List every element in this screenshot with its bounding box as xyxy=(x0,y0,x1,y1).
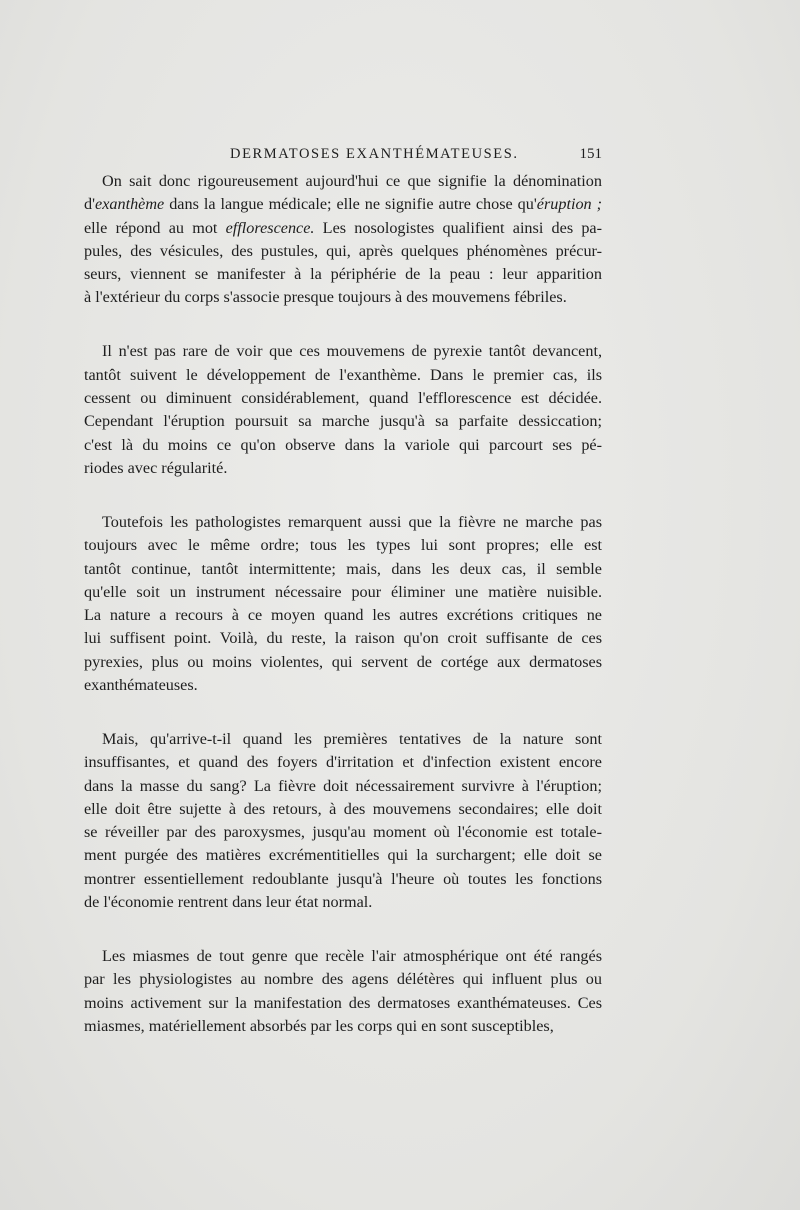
text-run: elle doit être sujette à des retours, à des mouvemens secondaires; elle doit xyxy=(84,799,602,818)
text-line xyxy=(84,511,602,534)
text-run: seurs, viennent se manifester à la périphérie de la peau : leur apparition xyxy=(84,265,602,284)
text-run: Mais, qu'arrive-t-il quand les premières tentatives de la nature sont xyxy=(102,730,602,748)
text-run: moins activement sur la manifestation des dermatoses exanthémateuses. Ces xyxy=(84,993,602,1012)
text-line xyxy=(84,581,602,604)
text-line xyxy=(84,286,602,309)
italic-term: efflorescence. xyxy=(225,218,315,237)
text-line xyxy=(84,968,602,991)
text-run: Toutefois les pathologistes remarquent aussi que la fièvre ne marche pas xyxy=(102,512,602,531)
text-line xyxy=(84,798,602,821)
text-run: La nature a recours à ce moyen quand les autres excrétions critiques ne xyxy=(84,606,602,625)
paragraph xyxy=(84,728,602,914)
paragraph xyxy=(84,340,602,480)
text-run: dans la masse du sang? La fièvre doit nécessairement survivre à l'éruption; xyxy=(84,776,602,795)
italic-term: exanthème xyxy=(95,195,165,214)
paragraph xyxy=(84,511,602,697)
text-run: montrer essentiellement redoublante jusqu'à l'heure où toutes les fonctions xyxy=(84,869,602,888)
paragraph xyxy=(84,945,602,1038)
text-line xyxy=(84,170,602,193)
text-run: pyrexies, plus ou moins violentes, qui servent de cortége aux dermatoses xyxy=(84,652,602,671)
text-line xyxy=(84,728,602,751)
text-run: par les physiologistes au nombre des agens délétères qui influent plus ou xyxy=(84,970,602,989)
page-header xyxy=(230,146,602,166)
text-run: dans la langue médicale; elle ne signifie autre chose qu' xyxy=(164,195,537,214)
text-line xyxy=(84,217,602,240)
text-run: Les miasmes de tout genre que recèle l'air atmosphérique ont été rangés xyxy=(102,947,602,966)
page-number: 151 xyxy=(579,146,602,162)
text-run: qu'elle soit un instrument nécessaire pour éliminer une matière nuisible. xyxy=(84,582,602,601)
text-line xyxy=(84,992,602,1015)
text-line xyxy=(84,410,602,433)
text-line xyxy=(84,340,602,363)
text-line xyxy=(84,627,602,650)
text-run: de l'économie rentrent dans leur état normal. xyxy=(84,893,373,912)
text-run: elle répond au mot xyxy=(84,218,226,237)
text-run: cessent ou diminuent considérablement, quand l'efflorescence est décidée. xyxy=(84,389,602,408)
text-line xyxy=(84,457,602,480)
text-run: lui suffisent point. Voilà, du reste, la raison qu'on croit suffisante de ces xyxy=(84,629,602,648)
paragraph xyxy=(84,170,602,310)
text-run: tantôt continue, tantôt intermittente; mais, dans les deux cas, il semble xyxy=(84,559,602,578)
text-line xyxy=(84,751,602,774)
text-line xyxy=(84,868,602,891)
text-run: c'est là du moins ce qu'on observe dans la variole qui parcourt ses pé- xyxy=(84,435,602,454)
text-line xyxy=(84,193,602,216)
text-line xyxy=(84,775,602,798)
text-run: Il n'est pas rare de voir que ces mouvemens de pyrexie tantôt devancent, xyxy=(102,342,602,361)
text-run: ment purgée des matières excrémentitielles qui la surchargent; elle doit se xyxy=(84,846,602,865)
text-run: tantôt suivent le développement de l'exanthème. Dans le premier cas, ils xyxy=(84,365,602,384)
text-line xyxy=(84,558,602,581)
text-run: riodes avec régularité. xyxy=(84,458,228,477)
text-line xyxy=(84,651,602,674)
text-line xyxy=(84,844,602,867)
text-line xyxy=(84,387,602,410)
body-text xyxy=(84,170,602,1038)
running-title: DERMATOSES EXANTHÉMATEUSES. xyxy=(230,146,519,162)
text-run: pules, des vésicules, des pustules, qui, après quelques phénomènes précur- xyxy=(84,241,602,260)
text-run: toujours avec le même ordre; tous les types lui sont propres; elle est xyxy=(84,536,602,555)
text-line xyxy=(84,945,602,968)
text-run: insuffisantes, et quand des foyers d'irritation et d'infection existent encore xyxy=(84,753,602,772)
text-run: d' xyxy=(84,195,96,214)
text-line xyxy=(84,364,602,387)
text-run: miasmes, matériellement absorbés par les corps qui en sont susceptibles, xyxy=(84,1016,554,1035)
text-run: Cependant l'éruption poursuit sa marche jusqu'à sa parfaite dessiccation; xyxy=(84,412,602,431)
text-run: Les nosologistes qualifient ainsi des pa- xyxy=(314,218,602,237)
text-line xyxy=(84,434,602,457)
text-run: exanthémateuses. xyxy=(84,676,198,695)
italic-term: éruption ; xyxy=(536,195,602,214)
text-line xyxy=(84,240,602,263)
text-line xyxy=(84,674,602,697)
text-line xyxy=(84,534,602,557)
text-line xyxy=(84,891,602,914)
text-run: On sait donc rigoureusement aujourd'hui ce que signifie la dénomination xyxy=(102,172,602,190)
text-run: à l'extérieur du corps s'associe presque toujours à des mouvemens fébriles. xyxy=(84,288,567,307)
text-line xyxy=(84,821,602,844)
text-line xyxy=(84,604,602,627)
text-run: se réveiller par des paroxysmes, jusqu'au moment où l'économie est totale- xyxy=(84,823,602,842)
text-line xyxy=(84,1015,602,1038)
text-line xyxy=(84,263,602,286)
